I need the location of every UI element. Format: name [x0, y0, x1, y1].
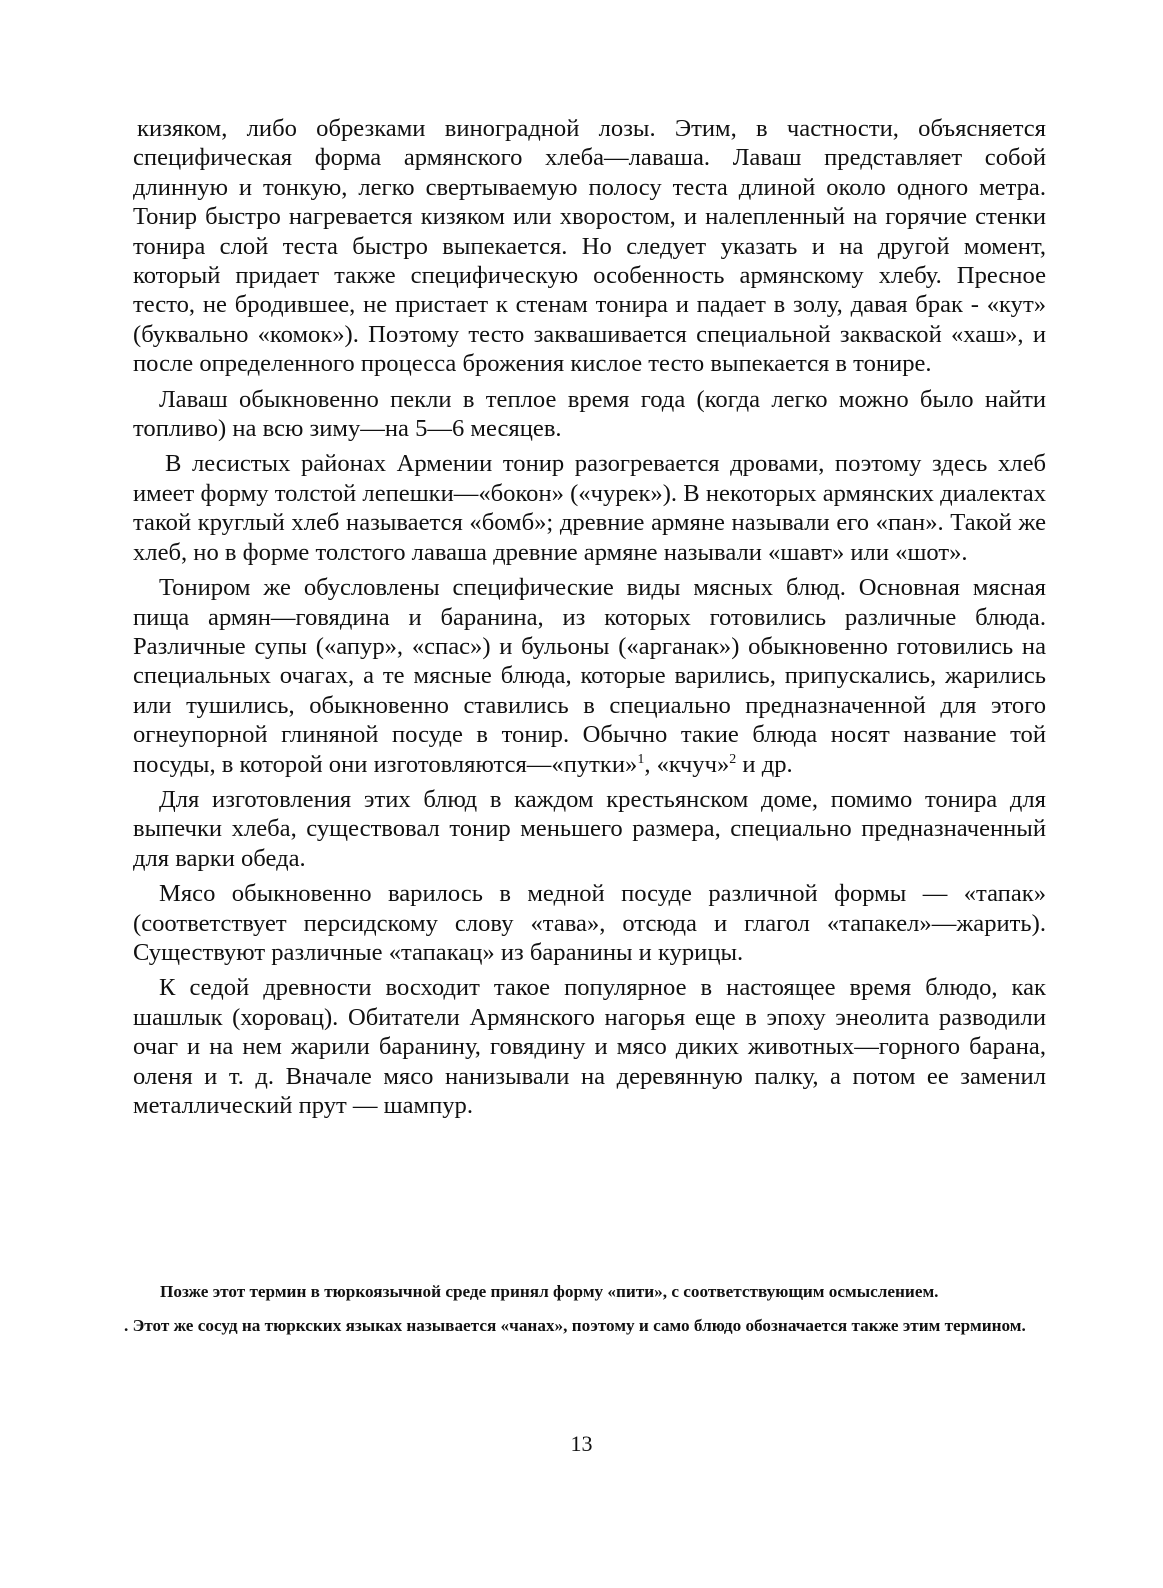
paragraph-meat-dishes-end: и др. — [736, 750, 793, 778]
paragraph-shashlik: К седой древности восходит такое популярное в настоящее время блюдо, как шашлык (хоровац). Обитатели Армянского нагорья еще в эпоху энеолита разводили очаг и на нем жарили баранину, говядину и мясо диких животных—горного барана, оленя и т. д. Вначале мясо нанизывали на деревянную палку, а потом ее заменил металлический прут — шампур. — [133, 974, 1046, 1119]
footnotes — [124, 1280, 1036, 1348]
footnote-ref-2: 2 — [729, 751, 737, 767]
paragraph-bokon-bread: В лесистых районах Армении тонир разогревается дровами, поэтому здесь хлеб имеет форму толстой лепешки—«бокон» («чурек»). В некоторых армянских диалектах такой круглый хлеб называется «бомб»; древние армяне называли его «пан». Такой же хлеб, но в форме толстого лаваша древние армяне называли «шавт» или «шот». — [133, 450, 1046, 566]
paragraph-meat-dishes — [133, 573, 1046, 779]
paragraph-lavash-season: Лаваш обыкновенно пекли в теплое время года (когда легко можно было найти топливо) на всю зиму—на 5—6 месяцев. — [133, 385, 1046, 443]
body-text — [133, 114, 1046, 1126]
footnote-1: Позже этот термин в тюркоязычной среде принял форму «пити», с соответствующим осмыслением. — [160, 1282, 939, 1301]
page-number: 13 — [570, 1431, 593, 1456]
footnote-ref-1: 1 — [637, 751, 645, 767]
paragraph-lavash-dough: кизяком, либо обрезками виноградной лозы. Этим, в частности, объясняется специфическая форма армянского хлеба—лаваша. Лаваш представляет собой длинную и тонкую, легко свертываемую полосу теста длиной около одного метра. Тонир быстро нагревается кизяком или хворостом, и налепленный на горячие стенки тонира слой теста быстро выпекается. Но следует указать и на другой момент, который придает также специфическую особенность армянскому хлебу. Пресное тесто, не бродившее, не пристает к стенам тонира и падает в золу, давая брак - «кут» (буквально «комок»). Поэтому тесто заквашивается специальной закваской «хаш», и после определенного процесса брожения кислое тесто выпекается в тонире. — [133, 115, 1046, 378]
paragraph-small-tonir: Для изготовления этих блюд в каждом крестьянском доме, помимо тонира для выпечки хлеба, существовал тонир меньшего размера, специально предназначенный для варки обеда. — [133, 785, 1046, 872]
paragraph-meat-dishes-text: Тониром же обусловлены специфические виды мясных блюд. Основная мясная пища армян—говядина и баранина, из которых готовились различные блюда. Различные супы («апур», «спас») и бульоны («арганак») обыкновенно готовились на специальных очагах, а те мясные блюда, которые варились, припускались, жарились или тушились, обыкновенно ставились в специально предназначенной для этого огнеупорной глиняной посуде в тонир. Обычно такие блюда носят название той посуды, в которой они изготовляются—«путки» — [133, 574, 1046, 778]
paragraph-tapak: Мясо обыкновенно варилось в медной посуде различной формы — «тапак» (соответствует персидскому слову «тава», отсюда и глагол «тапакел»—жарить). Существуют различные «тапакац» из баранины и курицы. — [133, 880, 1046, 966]
paragraph-meat-dishes-sep: , «кчуч» — [644, 750, 730, 778]
footnote-2: . Этот же сосуд на тюркских языках называется «чанах», поэтому и само блюдо обозначается также этим термином. — [124, 1316, 1026, 1335]
